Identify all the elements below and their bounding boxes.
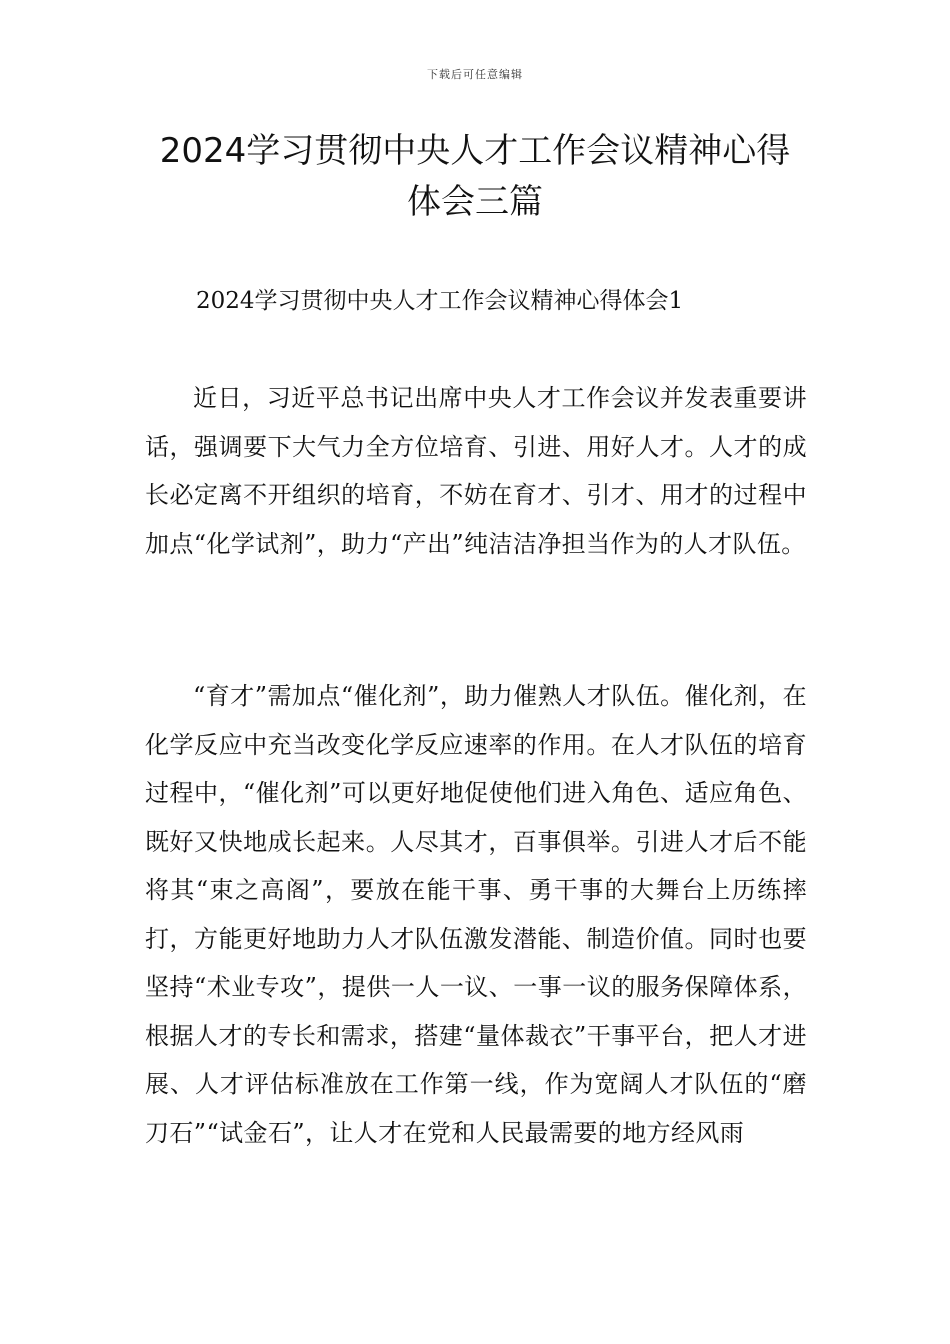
body-paragraph: “育才”需加点“催化剂”，助力催熟人才队伍。催化剂，在化学反应中充当改变化学反应速率的作用。在人才队伍的培育过程中，“催化剂”可以更好地促使他们进入角色、适应角色、既好又快地成长起来。人尽其才，百事俱举。引进人才后不能将其“束之高阁”，要放在能干事、勇干事的大舞台上历练摔打，方能更好地助力人才队伍激发潜能、制造价值。同时也要坚持“术业专攻”，提供一人一议、一事一议的服务保障体系，根据人才的专长和需求，搭建“量体裁衣”干事平台，把人才进展、人才评估标准放在工作第一线，作为宽阔人才队伍的“磨刀石”“试金石”，让人才在党和人民最需要的地方经风雨 — [145, 682, 807, 1147]
header-note: 下载后可任意编辑 — [427, 68, 523, 81]
body-paragraph: 近日，习近平总书记出席中央人才工作会议并发表重要讲话，强调要下大气力全方位培育、引进、用好人才。人才的成长必定离不开组织的培育，不妨在育才、引才、用才的过程中加点“化学试剂”，助力“产出”纯洁洁净担当作为的人才队伍。 — [145, 384, 807, 558]
section-subtitle: 2024学习贯彻中央人才工作会议精神心得体会1 — [196, 288, 684, 314]
document-title: 2024学习贯彻中央人才工作会议精神心得体会三篇 — [159, 131, 791, 222]
